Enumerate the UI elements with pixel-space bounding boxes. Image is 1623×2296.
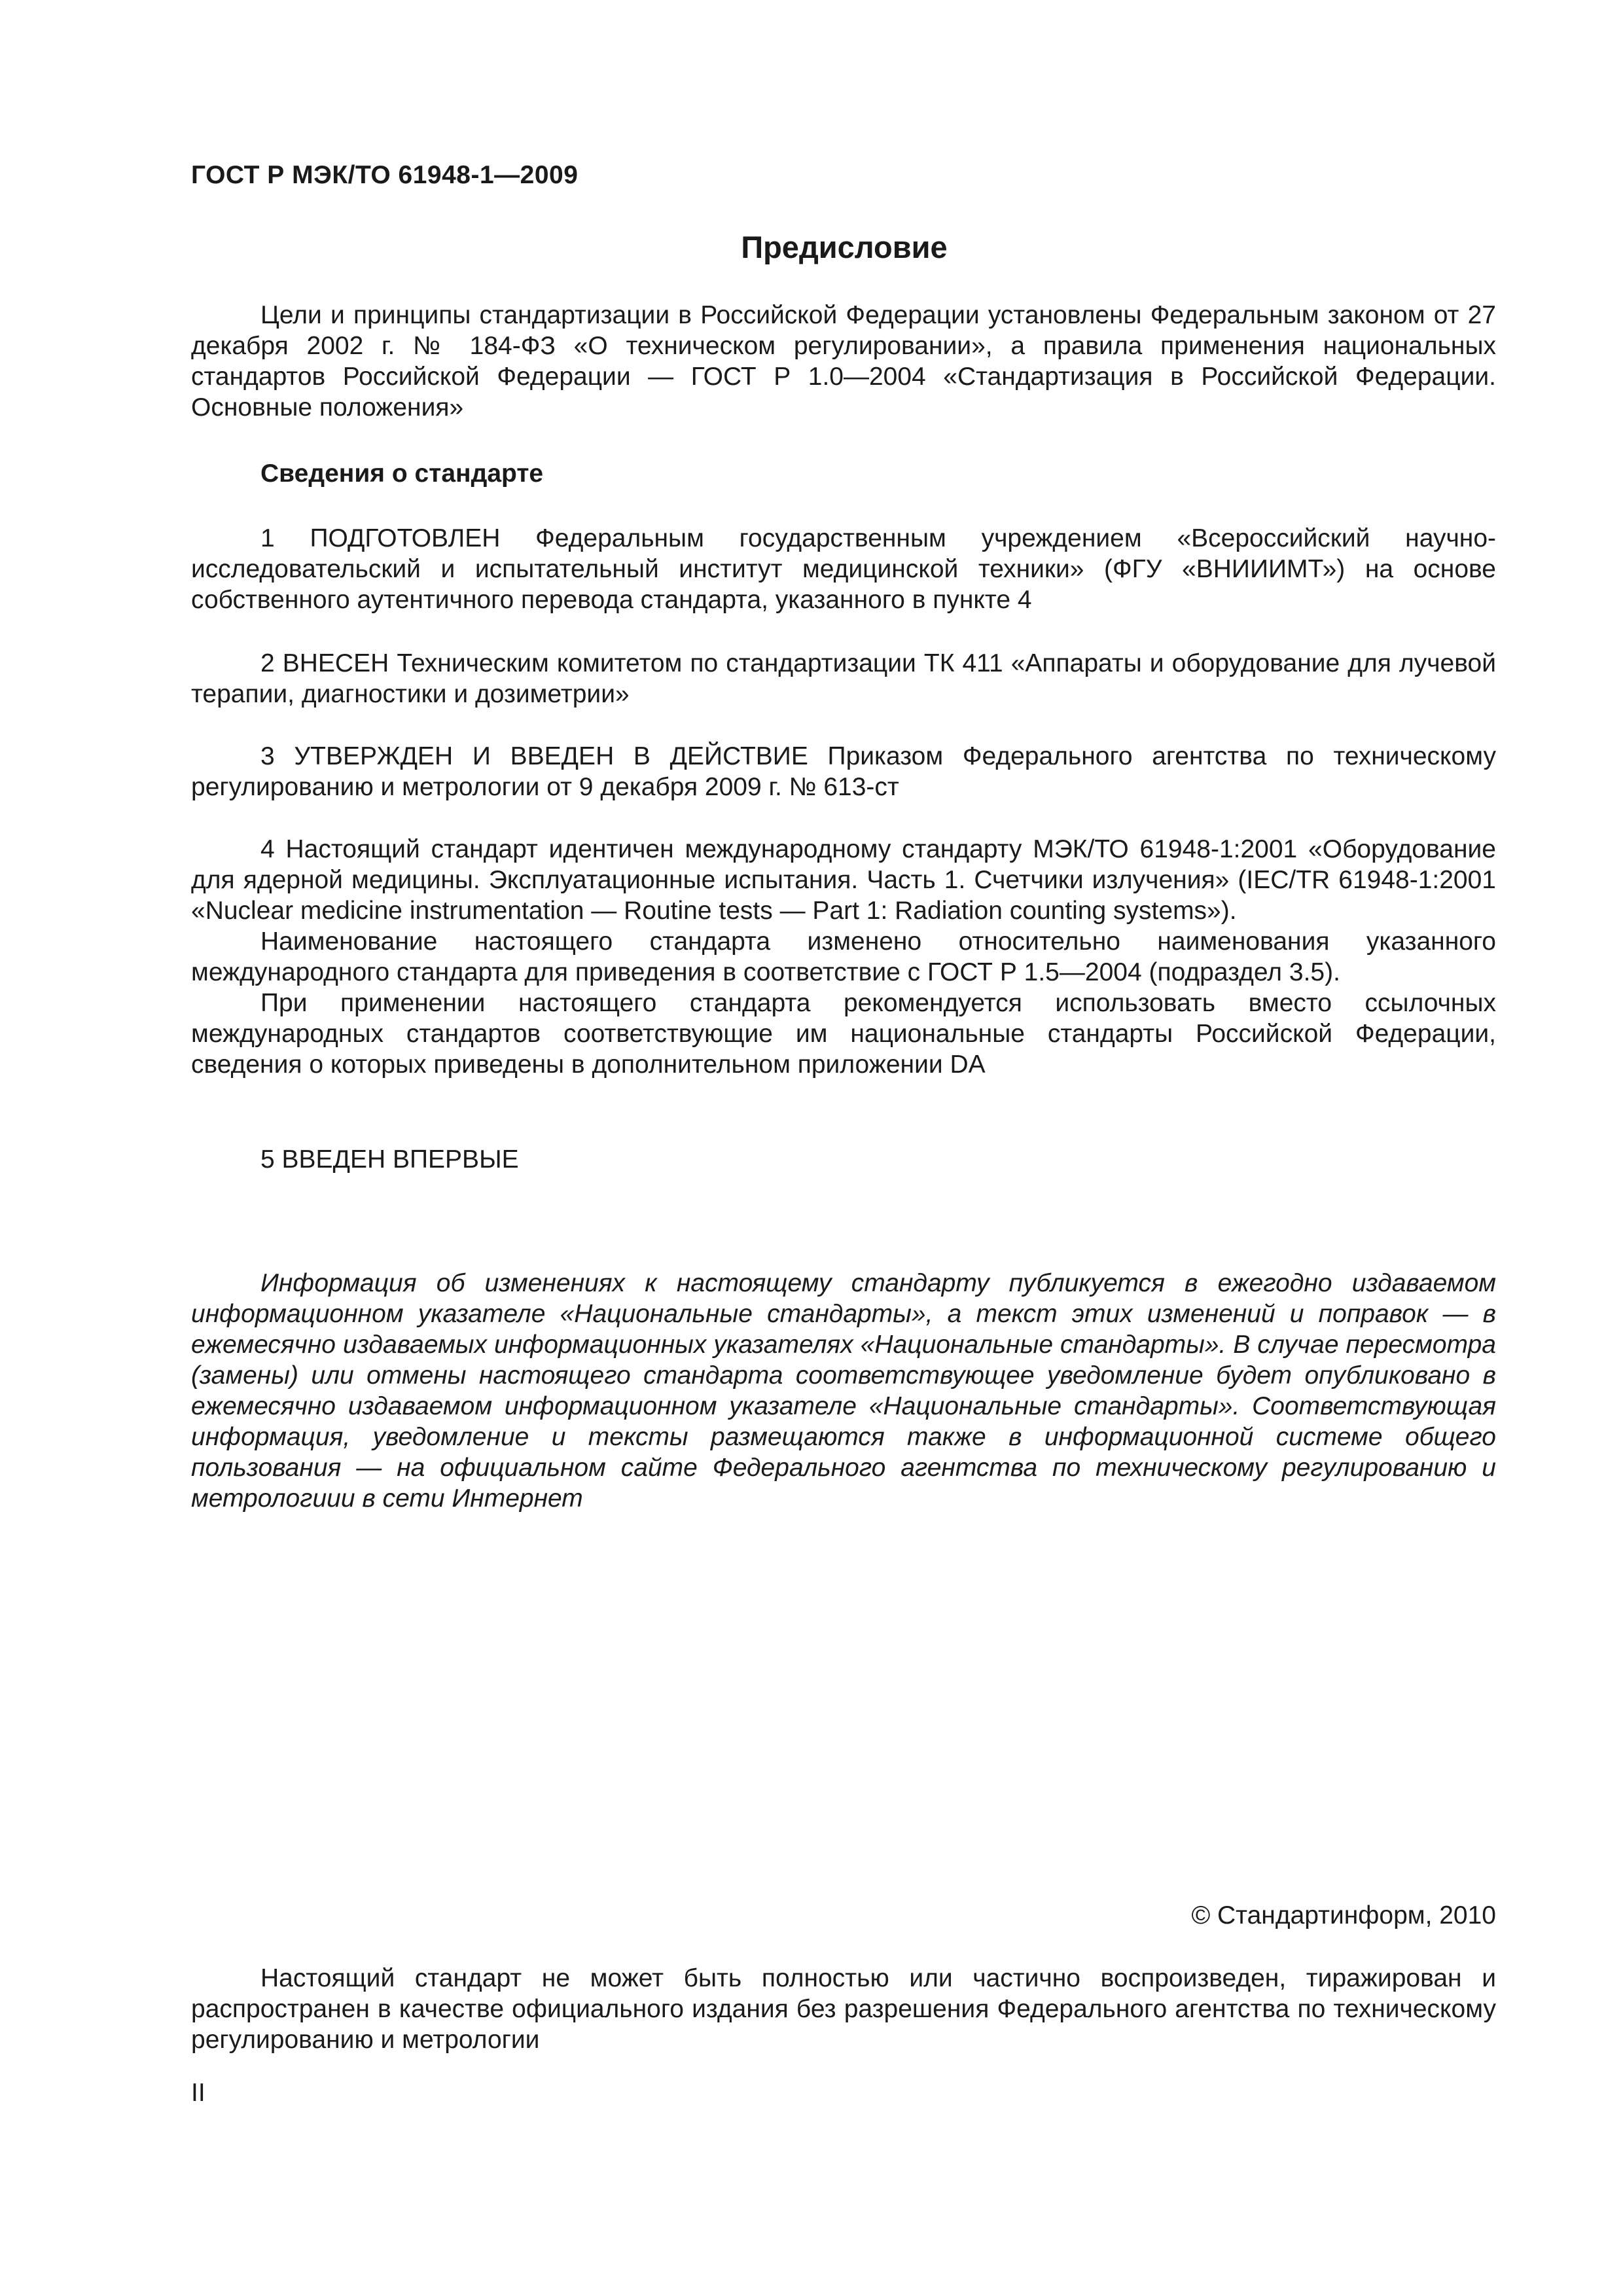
item-2-paragraph: 2 ВНЕСЕН Техническим комитетом по стандартизации ТК 411 «Аппараты и оборудование для лучевой терапии, диагностики и дозиметрии» [191,649,1496,708]
page-title: Предисловие [741,230,948,264]
intro-paragraph: Цели и принципы стандартизации в Российской Федерации установлены Федеральным законом от 27 декабря 2002 г. № 184-ФЗ «О техническом регулировании», а правила применения национальных стандартов Российской Федерации — ГОСТ Р 1.0—2004 «Стандартизация в Российской Федерации. Основные положения» [191,301,1496,422]
restriction-block [191,1963,1496,2055]
item-5-paragraph: 5 ВВЕДЕН ВПЕРВЫЕ [260,1145,519,1174]
item-4-naming-paragraph: Наименование настоящего стандарта изменено относительно наименования указанного международного стандарта для приведения в соответствие с ГОСТ Р 1.5—2004 (подраздел 3.5). [191,927,1496,986]
item-3-paragraph: 3 УТВЕРЖДЕН И ВВЕДЕН В ДЕЙСТВИЕ Приказом Федерального агентства по техническому регулированию и метрологии от 9 декабря 2009 г. № 613-ст [191,742,1496,801]
info-heading: Сведения о стандарте [260,459,544,488]
notice-paragraph: Информация об изменениях к настоящему стандарту публикуется в ежегодно издаваемом информационном указателе «Национальные стандарты», а текст этих изменений и поправок — в ежемесячно издаваемых информационных указателях «Национальные стандарты». В случае пересмотра (замены) или отмены настоящего стандарта соответствующее уведомление будет опубликовано в ежемесячно издаваемом информационном указателе «Национальные стандарты». Соответствующая информация, уведомление и тексты размещаются также в информационной системе общего пользования — на официальном сайте Федерального агентства по техническому регулированию и метрологиии в сети Интернет [191,1269,1496,1513]
document-code: ГОСТ Р МЭК/ТО 61948-1—2009 [191,161,579,189]
item-3-block [191,741,1496,802]
page-number: II [191,2079,205,2107]
item-4-block [191,834,1496,1080]
notice-block [191,1268,1496,1514]
item-5-block [191,1144,1496,1175]
item-2-block [191,648,1496,709]
intro-block [191,300,1496,423]
restriction-paragraph: Настоящий стандарт не может быть полностью или частично воспроизведен, тиражирован и распространен в качестве официального издания без разрешения Федерального агентства по техническому регулированию и метрологии [191,1964,1496,2054]
copyright-line: © Стандартинформ, 2010 [1191,1901,1496,1929]
item-1-block [191,523,1496,615]
item-4-paragraph: 4 Настоящий стандарт идентичен международному стандарту МЭК/ТО 61948-1:2001 «Оборудование для ядерной медицины. Эксплуатационные испытания. Часть 1. Счетчики излучения» (IEC/TR 61948-1:2001 «Nuclear medicine instrumentation — Routine tests — Part 1: Radiation counting systems»). [191,835,1496,925]
item-4-usage-paragraph: При применении настоящего стандарта рекомендуется использовать вместо ссылочных международных стандартов соответствующие им национальные стандарты Российской Федерации, сведения о которых приведены в дополнительном приложении DA [191,989,1496,1079]
item-1-paragraph: 1 ПОДГОТОВЛЕН Федеральным государственным учреждением «Всероссийский научно-исследовательский и испытательный институт медицинской техники» (ФГУ «ВНИИИМТ») на основе собственного аутентичного перевода стандарта, указанного в пункте 4 [191,524,1496,614]
